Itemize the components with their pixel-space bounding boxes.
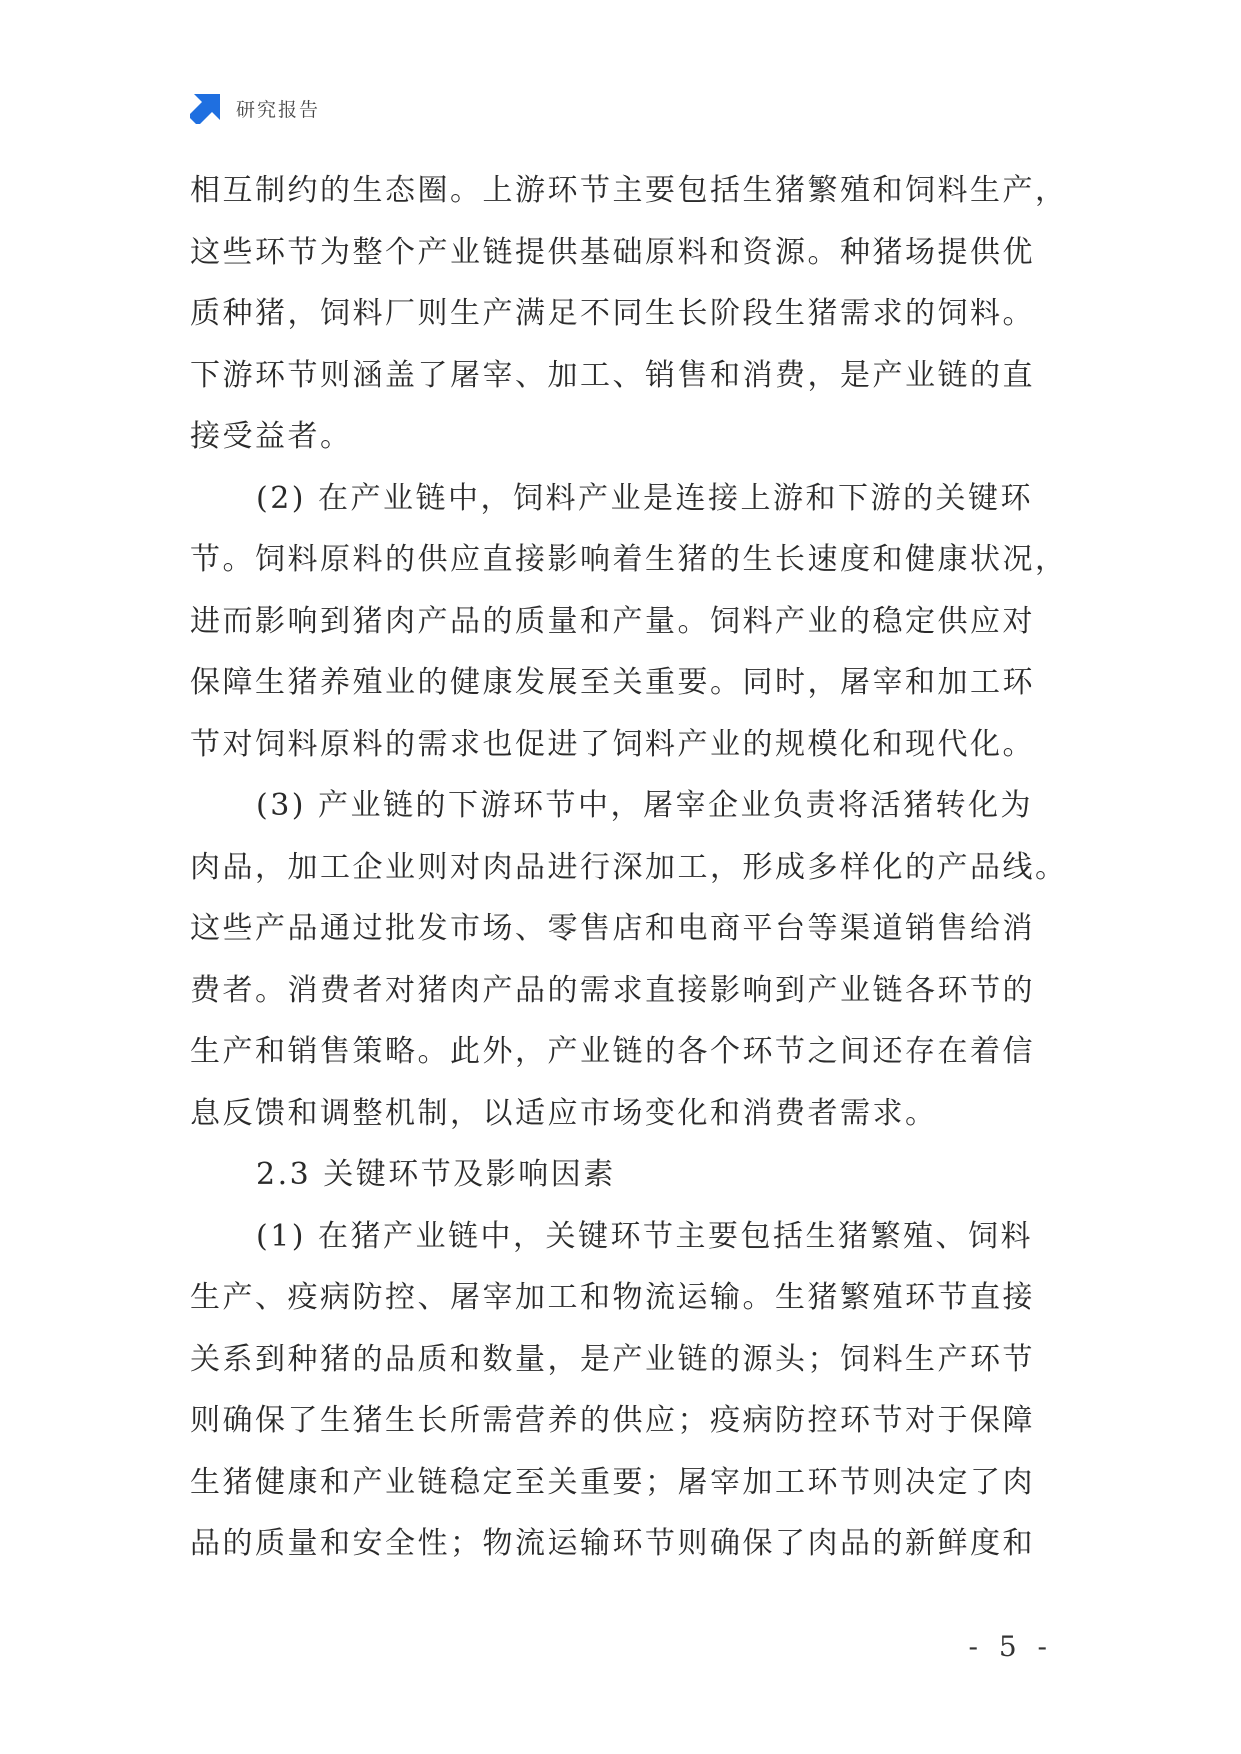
paragraph-line: 保障生猪养殖业的健康发展至关重要。同时，屠宰和加工环 — [190, 665, 1035, 700]
paragraph-line: (2) 在产业链中，饲料产业是连接上游和下游的关键环 — [256, 480, 1034, 516]
paragraph-line: 下游环节则涵盖了屠宰、加工、销售和消费，是产业链的直 — [190, 357, 1035, 393]
paragraph-line: 生产、疫病防控、屠宰加工和物流运输。生猪繁殖环节直接 — [190, 1280, 1035, 1315]
paragraph-line: 息反馈和调整机制，以适应市场变化和消费者需求。 — [190, 1095, 938, 1131]
paragraph-line: 质种猪，饲料厂则生产满足不同生长阶段生猪需求的饲料。 — [190, 296, 1035, 331]
paragraph-line: 节对饲料原料的需求也促进了饲料产业的规模化和现代化。 — [190, 726, 1035, 762]
paragraph-line: 相互制约的生态圈。上游环节主要包括生猪繁殖和饲料生产， — [190, 173, 1068, 208]
paragraph-line: 费者。消费者对猪肉产品的需求直接影响到产业链各环节的 — [190, 972, 1035, 1008]
report-header — [190, 92, 320, 124]
paragraph-line: 则确保了生猪生长所需营养的供应；疫病防控环节对于保障 — [190, 1403, 1035, 1438]
document-body — [190, 160, 1068, 1575]
page-number: - 5 - — [968, 1630, 1053, 1663]
paragraph-line: 肉品，加工企业则对肉品进行深加工，形成多样化的产品线。 — [190, 849, 1068, 885]
paragraph-line: (1) 在猪产业链中，关键环节主要包括生猪繁殖、饲料 — [256, 1218, 1034, 1254]
paragraph-line: 生猪健康和产业链稳定至关重要；屠宰加工环节则决定了肉 — [190, 1464, 1035, 1500]
paragraph-line: 这些产品通过批发市场、零售店和电商平台等渠道销售给消 — [190, 911, 1035, 946]
paragraph-line: 品的质量和安全性；物流运输环节则确保了肉品的新鲜度和 — [190, 1526, 1035, 1561]
paragraph-line: 接受益者。 — [190, 419, 353, 454]
paragraph-line: 节。饲料原料的供应直接影响着生猪的生长速度和健康状况， — [190, 542, 1068, 577]
paragraph-line: (3) 产业链的下游环节中，屠宰企业负责将活猪转化为 — [256, 788, 1034, 823]
paragraph-line: 这些环节为整个产业链提供基础原料和资源。种猪场提供优 — [190, 234, 1035, 270]
paragraph-line: 进而影响到猪肉产品的质量和产量。饲料产业的稳定供应对 — [190, 603, 1035, 639]
paragraph-line: 生产和销售策略。此外，产业链的各个环节之间还存在着信 — [190, 1034, 1035, 1069]
paragraph-line: 关系到种猪的品质和数量，是产业链的源头；饲料生产环节 — [190, 1341, 1035, 1377]
header-title: 研究报告 — [236, 98, 321, 121]
arrow-up-right-logo-icon — [190, 92, 222, 124]
section-heading: 2.3 关键环节及影响因素 — [256, 1157, 616, 1192]
